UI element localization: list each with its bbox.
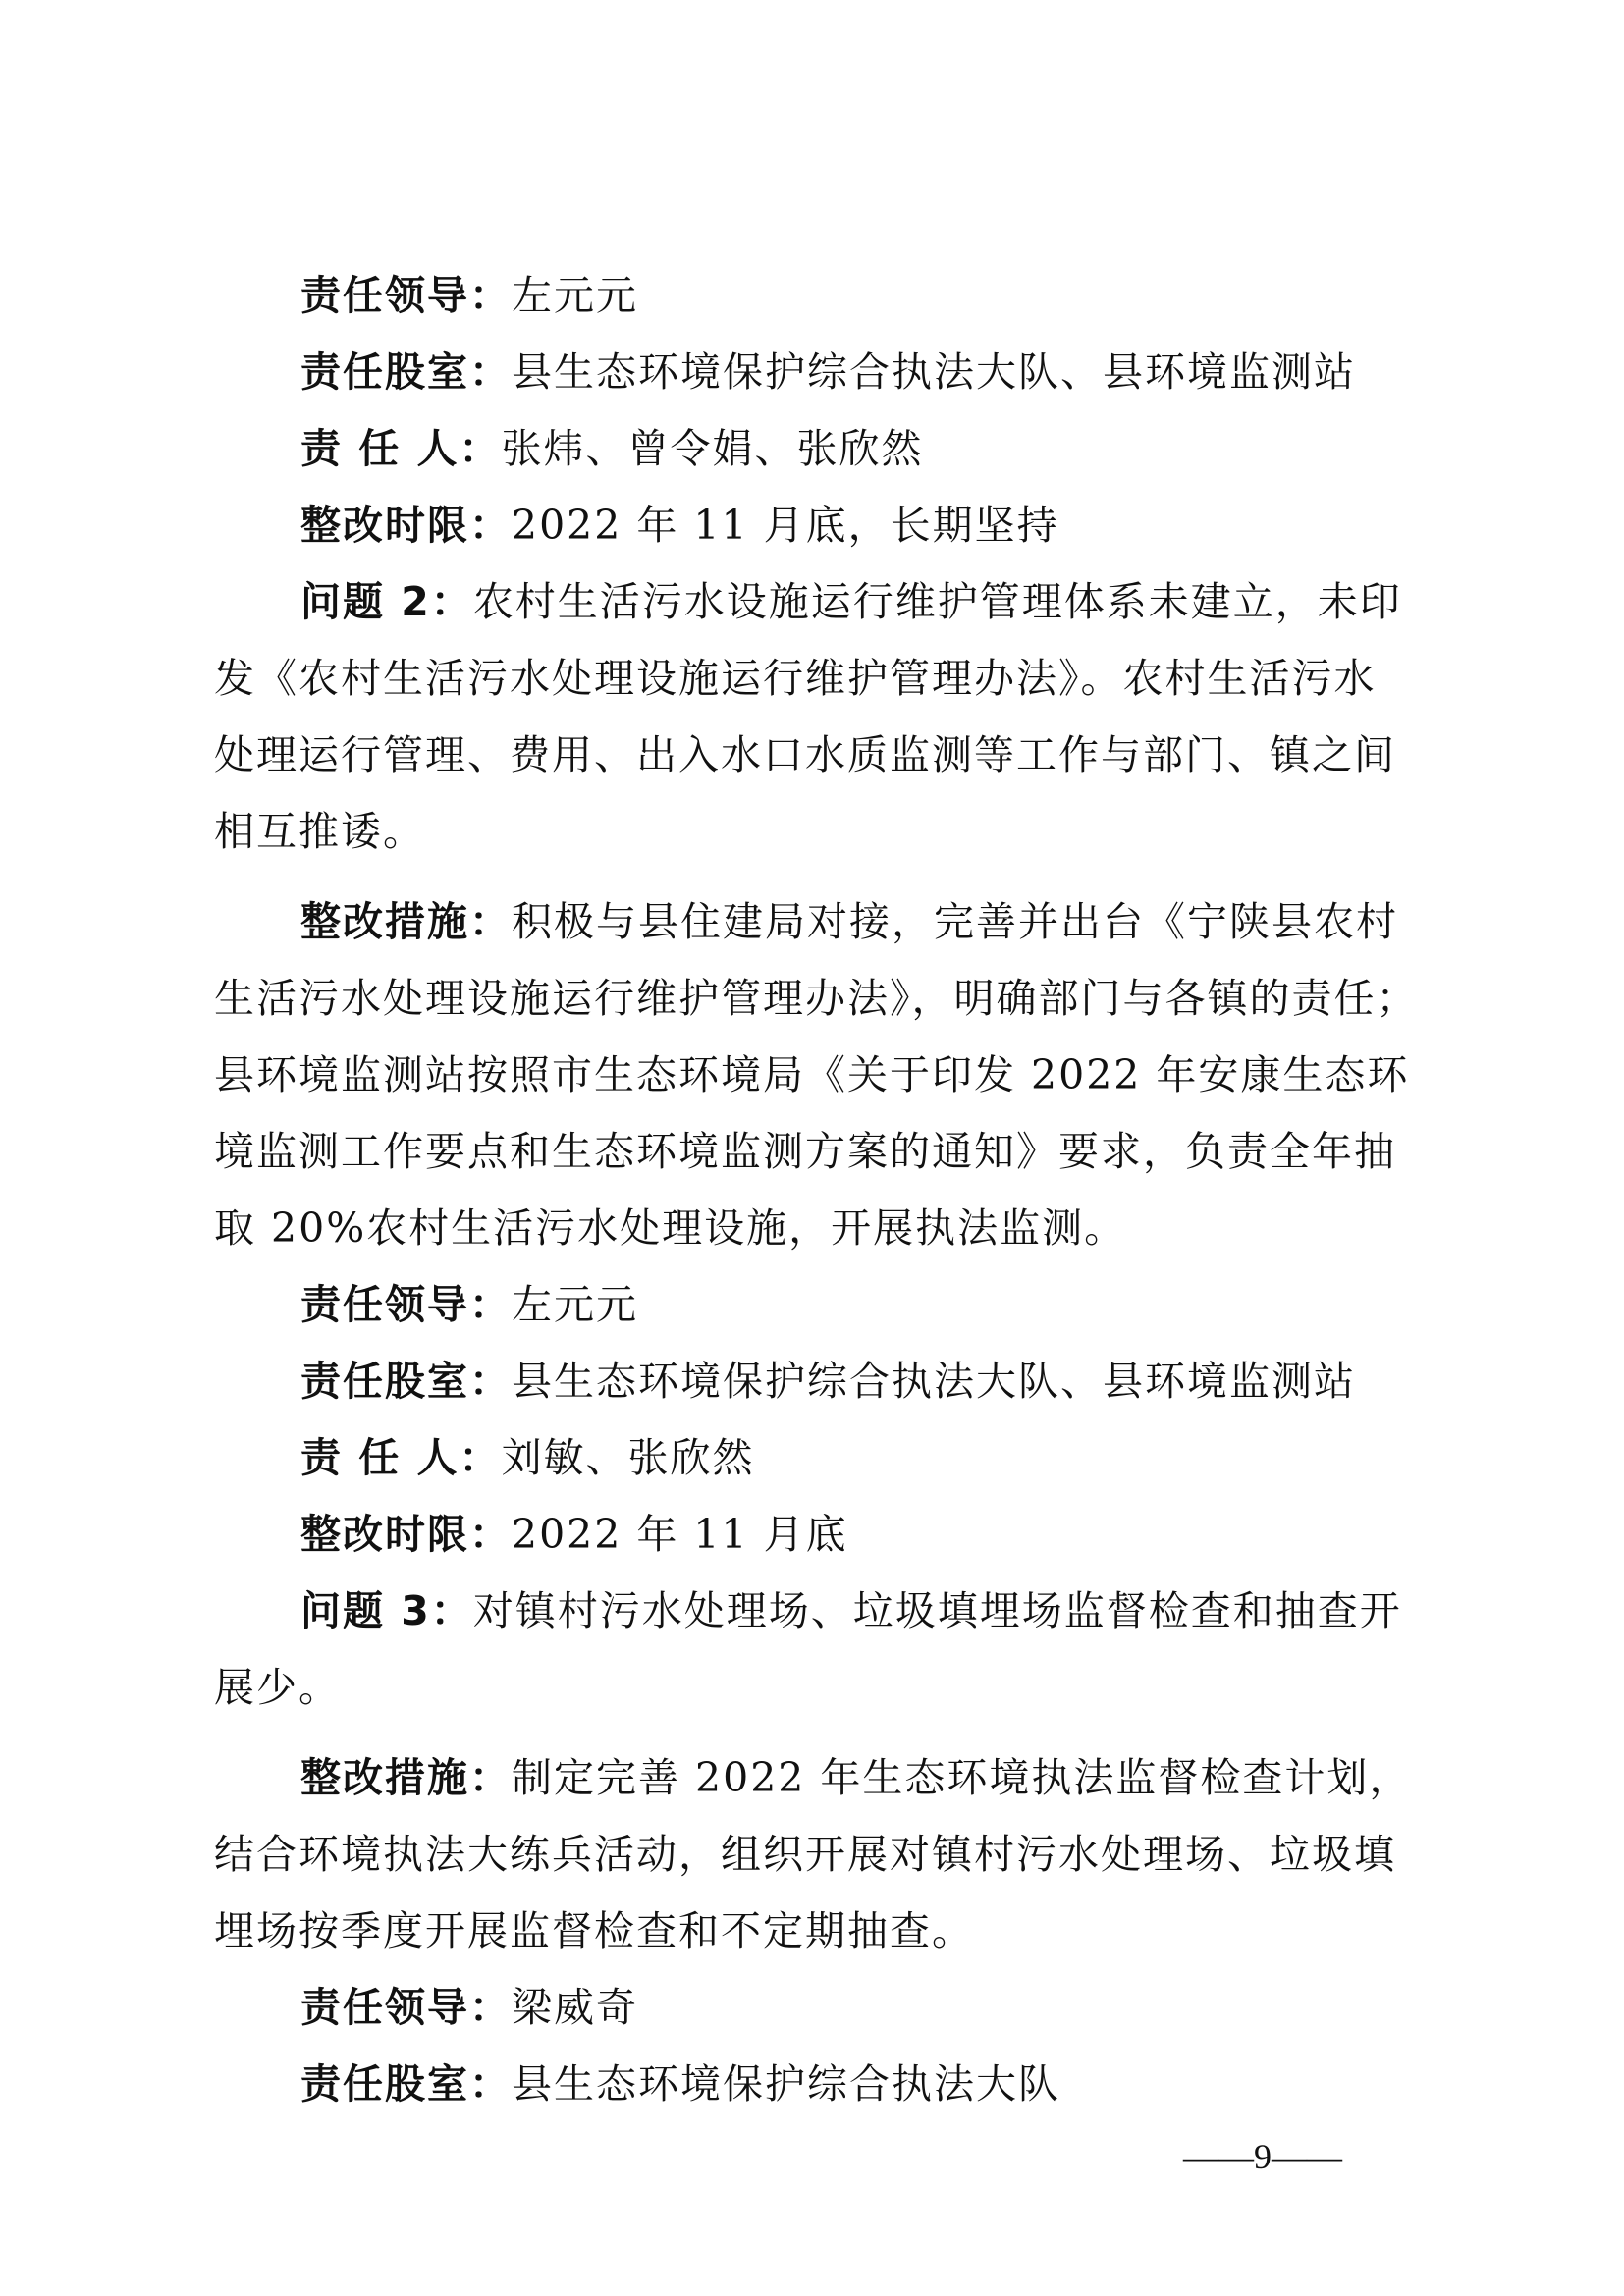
responsible-leader-line [214,257,1432,334]
problem-2-line-4: 相互推诿。 [214,808,425,855]
responsible-leader-line-2 [214,1266,1432,1343]
measure-3-line-3: 埋场按季度开展监督检查和不定期抽查。 [214,1907,974,1954]
problem-3-label: 问题 3： [300,1587,473,1634]
responsible-person-line-2 [214,1419,1432,1496]
deadline-value-2: 2022 年 11 月底 [512,1511,848,1558]
measure-2-text: 积极与县住建局对接，完善并出台《宁陕县农村 [512,898,1398,945]
responsible-leader-value-3: 梁威奇 [512,1984,638,2031]
measure-2-line-2: 生活污水处理设施运行维护管理办法》，明确部门与各镇的责任； [214,975,1419,1022]
deadline-line-2 [214,1496,1432,1573]
responsible-dept-label-3: 责任股室： [300,2060,512,2108]
responsible-dept-line [214,334,1432,410]
measure-3-text: 制定完善 2022 年生态环境执法监督检查计划， [512,1754,1412,1801]
measure-2-label: 整改措施： [300,898,512,945]
responsible-person-label: 责 任 人： [300,425,502,472]
measure-2-line-3: 县环境监测站按照市生态环境局《关于印发 2022 年安康生态环 [214,1051,1410,1098]
measure-2-line-4: 境监测工作要点和生态环境监测方案的通知》要求，负责全年抽 [214,1128,1396,1175]
deadline-label-2: 整改时限： [300,1511,512,1558]
measure-2-line-1 [214,883,1432,960]
problem-2-label: 问题 2： [300,578,473,625]
problem-2-line-1 [214,563,1432,640]
responsible-person-value: 张炜、曾令娟、张欣然 [501,425,924,472]
problem-2-line-2: 发《农村生活污水处理设施运行维护管理办法》。农村生活污水 [214,655,1377,702]
responsible-dept-value-3: 县生态环境保护综合执法大队 [512,2060,1060,2108]
responsible-leader-label: 责任领导： [300,272,512,319]
responsible-dept-line-2 [214,1343,1432,1419]
responsible-dept-label: 责任股室： [300,348,512,396]
document-body [214,257,1432,2122]
problem-3-text: 对镇村污水处理场、垃圾填埋场监督检查和抽查开 [472,1587,1402,1634]
responsible-leader-label-3: 责任领导： [300,1984,512,2031]
deadline-line [214,487,1432,563]
responsible-dept-line-3 [214,2046,1432,2122]
problem-2-line-3: 处理运行管理、费用、出入水口水质监测等工作与部门、镇之间 [214,731,1396,778]
responsible-leader-line-3 [214,1969,1432,2046]
responsible-leader-value-2: 左元元 [512,1281,638,1328]
measure-3-line-2: 结合环境执法大练兵活动，组织开展对镇村污水处理场、垃圾填 [214,1831,1396,1878]
problem-2-text: 农村生活污水设施运行维护管理体系未建立，未印 [472,578,1402,625]
responsible-leader-value: 左元元 [512,272,638,319]
responsible-dept-value-2: 县生态环境保护综合执法大队、县环境监测站 [512,1358,1356,1405]
measure-3-label: 整改措施： [300,1754,512,1801]
page-number: ——9—— [1183,2137,1342,2176]
problem-3-line-2: 展少。 [214,1664,341,1711]
measure-2-line-5: 取 20%农村生活污水处理设施，开展执法监测。 [214,1204,1127,1252]
responsible-person-value-2: 刘敏、张欣然 [501,1434,755,1481]
responsible-person-label-2: 责 任 人： [300,1434,502,1481]
measure-3-line-1 [214,1739,1432,1816]
responsible-dept-label-2: 责任股室： [300,1358,512,1405]
problem-3-line-1 [214,1573,1432,1649]
deadline-label: 整改时限： [300,502,512,549]
responsible-person-line [214,410,1432,487]
responsible-dept-value: 县生态环境保护综合执法大队、县环境监测站 [512,348,1356,396]
deadline-value: 2022 年 11 月底，长期坚持 [512,502,1059,549]
responsible-leader-label-2: 责任领导： [300,1281,512,1328]
